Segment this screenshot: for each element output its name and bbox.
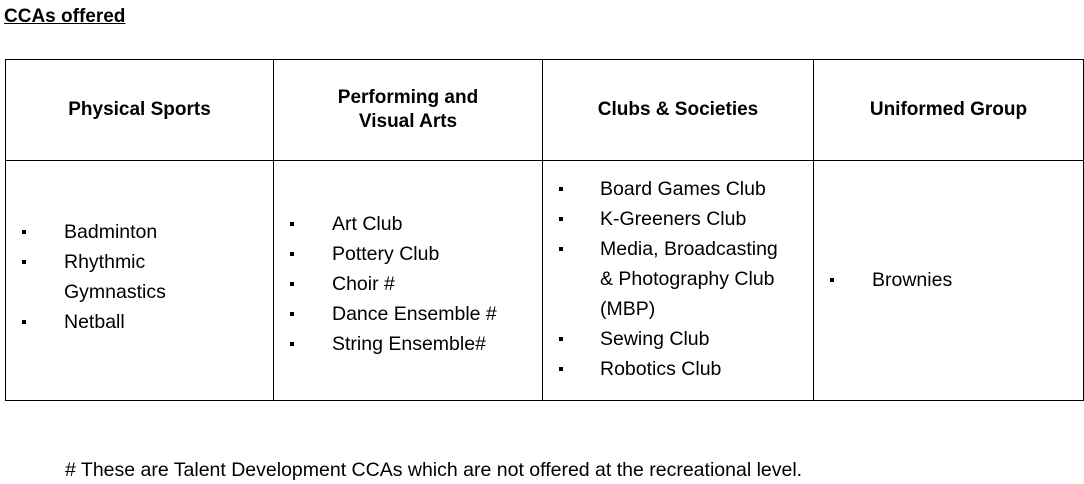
list-uniformed-group bbox=[814, 265, 1083, 295]
cca-table bbox=[5, 59, 1084, 401]
list-item: Art Club bbox=[274, 209, 542, 239]
column-header-physical-sports: Physical Sports bbox=[6, 60, 274, 161]
column-header-uniformed-group: Uniformed Group bbox=[814, 60, 1084, 161]
list-item: Choir # bbox=[274, 269, 542, 299]
list-item: Board Games Club bbox=[543, 174, 790, 204]
list-item: Sewing Club bbox=[543, 324, 790, 354]
cell-performing-arts bbox=[274, 161, 543, 401]
page-title: CCAs offered bbox=[4, 6, 126, 27]
list-item: Brownies bbox=[814, 265, 1083, 295]
cell-clubs-societies bbox=[543, 161, 814, 401]
cell-physical-sports bbox=[6, 161, 274, 401]
list-item: Rhythmic Gymnastics bbox=[6, 247, 214, 307]
list-item: Pottery Club bbox=[274, 239, 542, 269]
table-row bbox=[6, 161, 1084, 401]
column-header-clubs-societies: Clubs & Societies bbox=[543, 60, 814, 161]
footnote: # These are Talent Development CCAs which are not offered at the recreational level. bbox=[65, 459, 803, 481]
list-clubs-societies bbox=[543, 174, 813, 384]
list-item: Robotics Club bbox=[543, 354, 790, 384]
list-performing-arts bbox=[274, 209, 542, 359]
list-item: Media, Broadcasting & Photography Club (MBP) bbox=[543, 234, 790, 324]
cell-uniformed-group bbox=[814, 161, 1084, 401]
list-item: Dance Ensemble # bbox=[274, 299, 542, 329]
table-header-row bbox=[6, 60, 1084, 161]
list-physical-sports bbox=[6, 217, 273, 337]
list-item: K-Greeners Club bbox=[543, 204, 790, 234]
list-item: String Ensemble# bbox=[274, 329, 542, 359]
column-header-performing-arts: Performing and Visual Arts bbox=[274, 60, 543, 161]
list-item: Badminton bbox=[6, 217, 214, 247]
list-item: Netball bbox=[6, 307, 214, 337]
